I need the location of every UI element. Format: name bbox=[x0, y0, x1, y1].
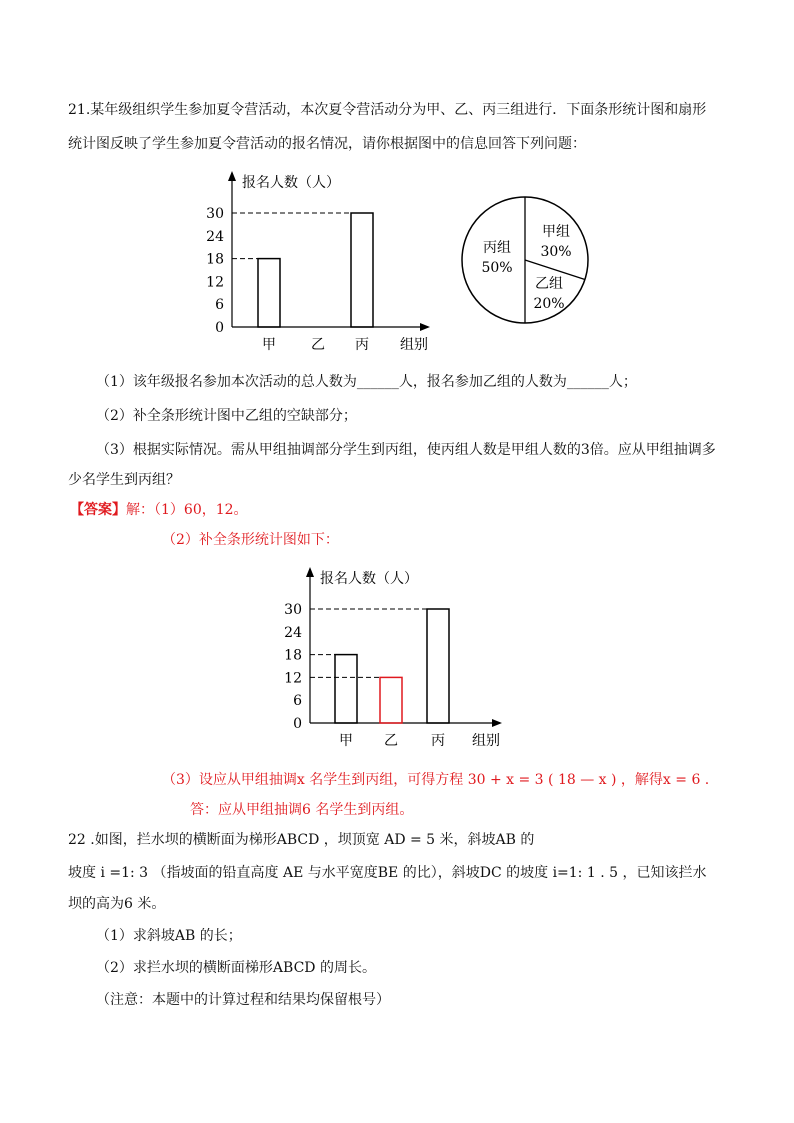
q21-sub3-line1: （3）根据实际情况。需从甲组抽调部分学生到丙组，使丙组人数是甲组人数的3倍。应从甲组抽调多 bbox=[96, 442, 716, 458]
answer-part1: 解：（1）60，12。 bbox=[126, 502, 248, 518]
q21-sub1: （1）该年级报名参加本次活动的总人数为______人，报名参加乙组的人数为______人； bbox=[96, 374, 637, 390]
chart1-ytick-12: 12 bbox=[206, 274, 224, 291]
chart2-ylabel: 报名人数（人） bbox=[320, 571, 418, 587]
answer-line4: 答：应从甲组抽调6 名学生到丙组。 bbox=[190, 802, 414, 818]
pie-slice-value-1: 20% bbox=[533, 296, 565, 312]
q22-note: （注意：本题中的计算过程和结果均保留根号） bbox=[96, 992, 390, 1008]
pie-slice-value-2: 50% bbox=[481, 260, 513, 276]
q22-line2: 坡度 i =1: 3 （指坡面的铅直高度 AE 与水平宽度BE 的比），斜坡DC 的坡度 i=1: 1 . 5 ，已知该拦水 bbox=[68, 865, 707, 881]
q22-sub1: （1）求斜坡AB 的长； bbox=[96, 928, 242, 944]
chart2-xcat-0: 甲 bbox=[339, 733, 353, 749]
chart2-ytick-12: 12 bbox=[284, 670, 302, 687]
chart2-y-arrow bbox=[306, 567, 314, 577]
pie-chart bbox=[455, 190, 595, 330]
q21-sub3-line2: 少名学生到丙组？ bbox=[68, 472, 180, 488]
q21-sub2: （2）补全条形统计图中乙组的空缺部分； bbox=[96, 408, 357, 424]
answer-tag: 【答案】 bbox=[70, 502, 126, 518]
chart1-ytick-0: 0 bbox=[215, 320, 224, 336]
pie-slice-label-1: 乙组 bbox=[535, 276, 563, 292]
chart1-y-arrow bbox=[228, 171, 236, 181]
chart2-ytick-6: 6 bbox=[293, 693, 302, 710]
q21-text-line1: 21.某年级组织学生参加夏令营活动，本次夏令营活动分为甲、乙、丙三组进行．下面条形统计图和扇形 bbox=[68, 102, 707, 118]
chart2-xlabel: 组别 bbox=[472, 733, 500, 749]
chart1-ytick-30: 30 bbox=[206, 206, 224, 222]
pie-slice-label-2: 丙组 bbox=[483, 240, 511, 256]
pie-slice-label-0: 甲组 bbox=[542, 224, 570, 240]
chart1-xcat-0: 甲 bbox=[262, 337, 276, 353]
bar-chart-1 bbox=[200, 160, 440, 355]
bar-chart-2 bbox=[280, 560, 510, 755]
q22-line3: 坝的高为6 米。 bbox=[68, 896, 166, 912]
chart2-xcat-1: 乙 bbox=[384, 733, 398, 749]
chart2-ytick-30: 30 bbox=[284, 602, 302, 618]
pie-slice-value-0: 30% bbox=[540, 244, 572, 260]
chart1-xcat-2: 丙 bbox=[355, 337, 369, 353]
chart2-ytick-18: 18 bbox=[284, 647, 302, 664]
chart2-bar-0 bbox=[335, 655, 357, 723]
chart1-ylabel: 报名人数（人） bbox=[242, 175, 340, 191]
chart2-bar-1 bbox=[380, 677, 402, 723]
chart1-ytick-18: 18 bbox=[206, 251, 224, 268]
chart1-ytick-24: 24 bbox=[206, 228, 224, 245]
q22-line1: 22 .如图，拦水坝的横断面为梯形ABCD ，坝顶宽 AD = 5 米，斜坡AB 的 bbox=[68, 832, 535, 848]
chart2-bar-2 bbox=[427, 609, 449, 723]
chart1-bar-2 bbox=[351, 213, 373, 327]
chart2-ytick-0: 0 bbox=[293, 716, 302, 732]
chart1-ytick-6: 6 bbox=[215, 297, 224, 314]
q22-sub2: （2）求拦水坝的横断面梯形ABCD 的周长。 bbox=[96, 960, 376, 976]
chart2-ytick-24: 24 bbox=[284, 624, 302, 641]
chart2-xcat-2: 丙 bbox=[431, 733, 445, 749]
chart1-x-arrow bbox=[420, 323, 430, 331]
q21-text-line2: 统计图反映了学生参加夏令营活动的报名情况，请你根据图中的信息回答下列问题： bbox=[68, 136, 586, 152]
answer-line2: （2）补全条形统计图如下： bbox=[162, 532, 339, 548]
chart1-bar-0 bbox=[258, 259, 280, 327]
chart1-xcat-1: 乙 bbox=[311, 337, 325, 353]
answer-line3: （3）设应从甲组抽调x 名学生到丙组，可得方程 30 + x = 3 ( 18 — x ) ，解得x = 6 . bbox=[162, 772, 710, 788]
answer-line1 bbox=[70, 500, 248, 520]
chart1-xlabel: 组别 bbox=[400, 337, 428, 353]
chart2-x-arrow bbox=[492, 719, 502, 727]
